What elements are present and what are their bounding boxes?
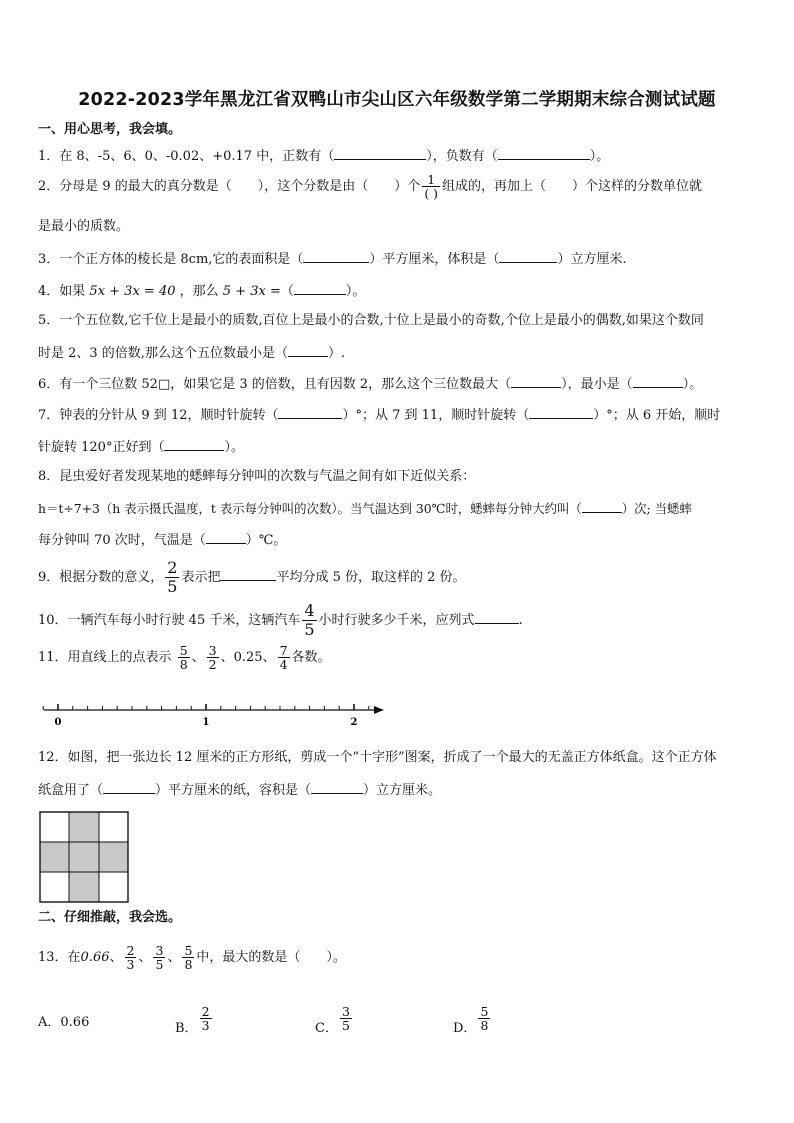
fraction: $\frac{5}{8}$ bbox=[179, 643, 188, 672]
question-7-cont: 针旋转 120°正好到（ ）。 bbox=[38, 440, 244, 455]
fraction: $\frac{2}{3}$ bbox=[126, 943, 135, 972]
question-2-cont: 是最小的质数。 bbox=[38, 219, 130, 234]
question-10: 10．一辆汽车每小时行驶 45 千米，这辆汽车 $\frac{4}{5}$ 小时行驶多少千米，应列式 . bbox=[38, 601, 523, 639]
question-1: 1．在 8、-5、6、0、-0.02、+0.17 中，正数有（ ），负数有（ ）。 bbox=[38, 149, 610, 164]
question-8-cont: 每分钟叫 70 次时，气温是（ ）℃。 bbox=[38, 533, 287, 548]
page-title: 2022-2023学年黑龙江省双鸭山市尖山区六年级数学第二学期期末综合测试试题 bbox=[78, 90, 716, 110]
question-12: 12．如图，把一张边长 12 厘米的正方形纸，剪成一个“十字形”图案，折成了一个最大的无盖正方体纸盒。这个正方体 bbox=[38, 750, 717, 765]
fraction: $\frac{1}{( )}$ bbox=[424, 172, 439, 201]
question-5-cont: 时是 2、3 的倍数,那么这个五位数最小是（ ）. bbox=[38, 346, 346, 361]
option-b[interactable]: B． $\frac{2}{3}$ bbox=[175, 1004, 210, 1036]
net-cell-shaded bbox=[69, 842, 99, 872]
fraction: $\frac{5}{8}$ bbox=[184, 943, 193, 972]
net-cell-shaded bbox=[40, 842, 70, 872]
fraction: $\frac{2}{5}$ bbox=[167, 558, 178, 596]
question-8: 8．昆虫爱好者发现某地的蟋蟀每分钟叫的次数与气温之间有如下近似关系： bbox=[38, 469, 476, 484]
option-c[interactable]: C． $\frac{3}{5}$ bbox=[315, 1004, 350, 1036]
question-8-formula: h＝t÷7+3（h 表示摄氏温度，t 表示每分钟叫的次数）。当气温达到 30℃时，蟋蟀每分钟大约叫（ ）次; 当蟋蟀 bbox=[38, 501, 692, 516]
question-9: 9．根据分数的意义， $\frac{2}{5}$ 表示把 平均分成 5 份，取这样的 2 份。 bbox=[38, 558, 466, 596]
net-cell-shaded bbox=[69, 872, 99, 902]
number-line-label-0: 0 bbox=[54, 717, 62, 728]
number-line-label-2: 2 bbox=[350, 717, 358, 728]
section-heading-2: 二、仔细推敲，我会选。 bbox=[38, 910, 182, 925]
net-cell-shaded bbox=[99, 842, 128, 872]
section-heading-1: 一、用心思考，我会填。 bbox=[38, 122, 182, 137]
question-12-cont: 纸盒用了（ ）平方厘米的纸，容积是（ ）立方厘米。 bbox=[38, 783, 442, 798]
fraction: $\frac{3}{5}$ bbox=[155, 943, 164, 972]
cross-net-figure bbox=[38, 810, 130, 904]
question-7: 7．钟表的分针从 9 到 12，顺时针旋转（ ）°；从 7 到 11，顺时针旋转（ ）°；从 6 开始，顺时 bbox=[38, 408, 721, 423]
number-line-label-1: 1 bbox=[202, 717, 210, 728]
fraction: $\frac{3}{5}$ bbox=[341, 1004, 350, 1033]
question-4: 4．如果 5x + 3x = 40 ，那么 5 + 3x =（ ）。 bbox=[38, 284, 366, 299]
number-line bbox=[40, 700, 390, 730]
fraction: $\frac{2}{3}$ bbox=[201, 1004, 210, 1033]
question-5: 5．一个五位数,它千位上是最小的质数,百位上是最小的合数,十位上是最小的奇数,个位上是最小的偶数,如果这个数同 bbox=[38, 313, 704, 328]
question-13: 13．在0.66、 $\frac{2}{3}$ 、 $\frac{3}{5}$ 、 $\frac{5}{8}$ 中，最大的数是（ ）。 bbox=[38, 943, 346, 972]
fraction: $\frac{5}{8}$ bbox=[480, 1004, 489, 1033]
question-2: 2．分母是 9 的最大的真分数是（ ），这个分数是由（ ）个 $\frac{1}{( )}$ 组成的，再加上（ ）个这样的分数单位就 bbox=[38, 172, 703, 201]
question-11: 11．用直线上的点表示 $\frac{5}{8}$ 、 $\frac{3}{2}$ 、0.25、 $\frac{7}{4}$ 各数。 bbox=[38, 643, 331, 672]
net-cell-shaded bbox=[69, 812, 99, 842]
fraction: $\frac{7}{4}$ bbox=[279, 643, 288, 672]
question-3: 3．一个正方体的棱长是 8cm,它的表面积是（ ）平方厘米，体积是（ ）立方厘米. bbox=[38, 252, 627, 267]
question-6: 6．有一个三位数 52□，如果它是 3 的倍数，且有因数 2，那么这个三位数最大（ ），最小是（ ）。 bbox=[38, 377, 703, 392]
fraction: $\frac{4}{5}$ bbox=[304, 601, 315, 639]
option-d[interactable]: D． $\frac{5}{8}$ bbox=[453, 1004, 489, 1036]
option-a[interactable]: A．0.66 bbox=[38, 1015, 90, 1030]
fraction: $\frac{3}{2}$ bbox=[208, 643, 217, 672]
